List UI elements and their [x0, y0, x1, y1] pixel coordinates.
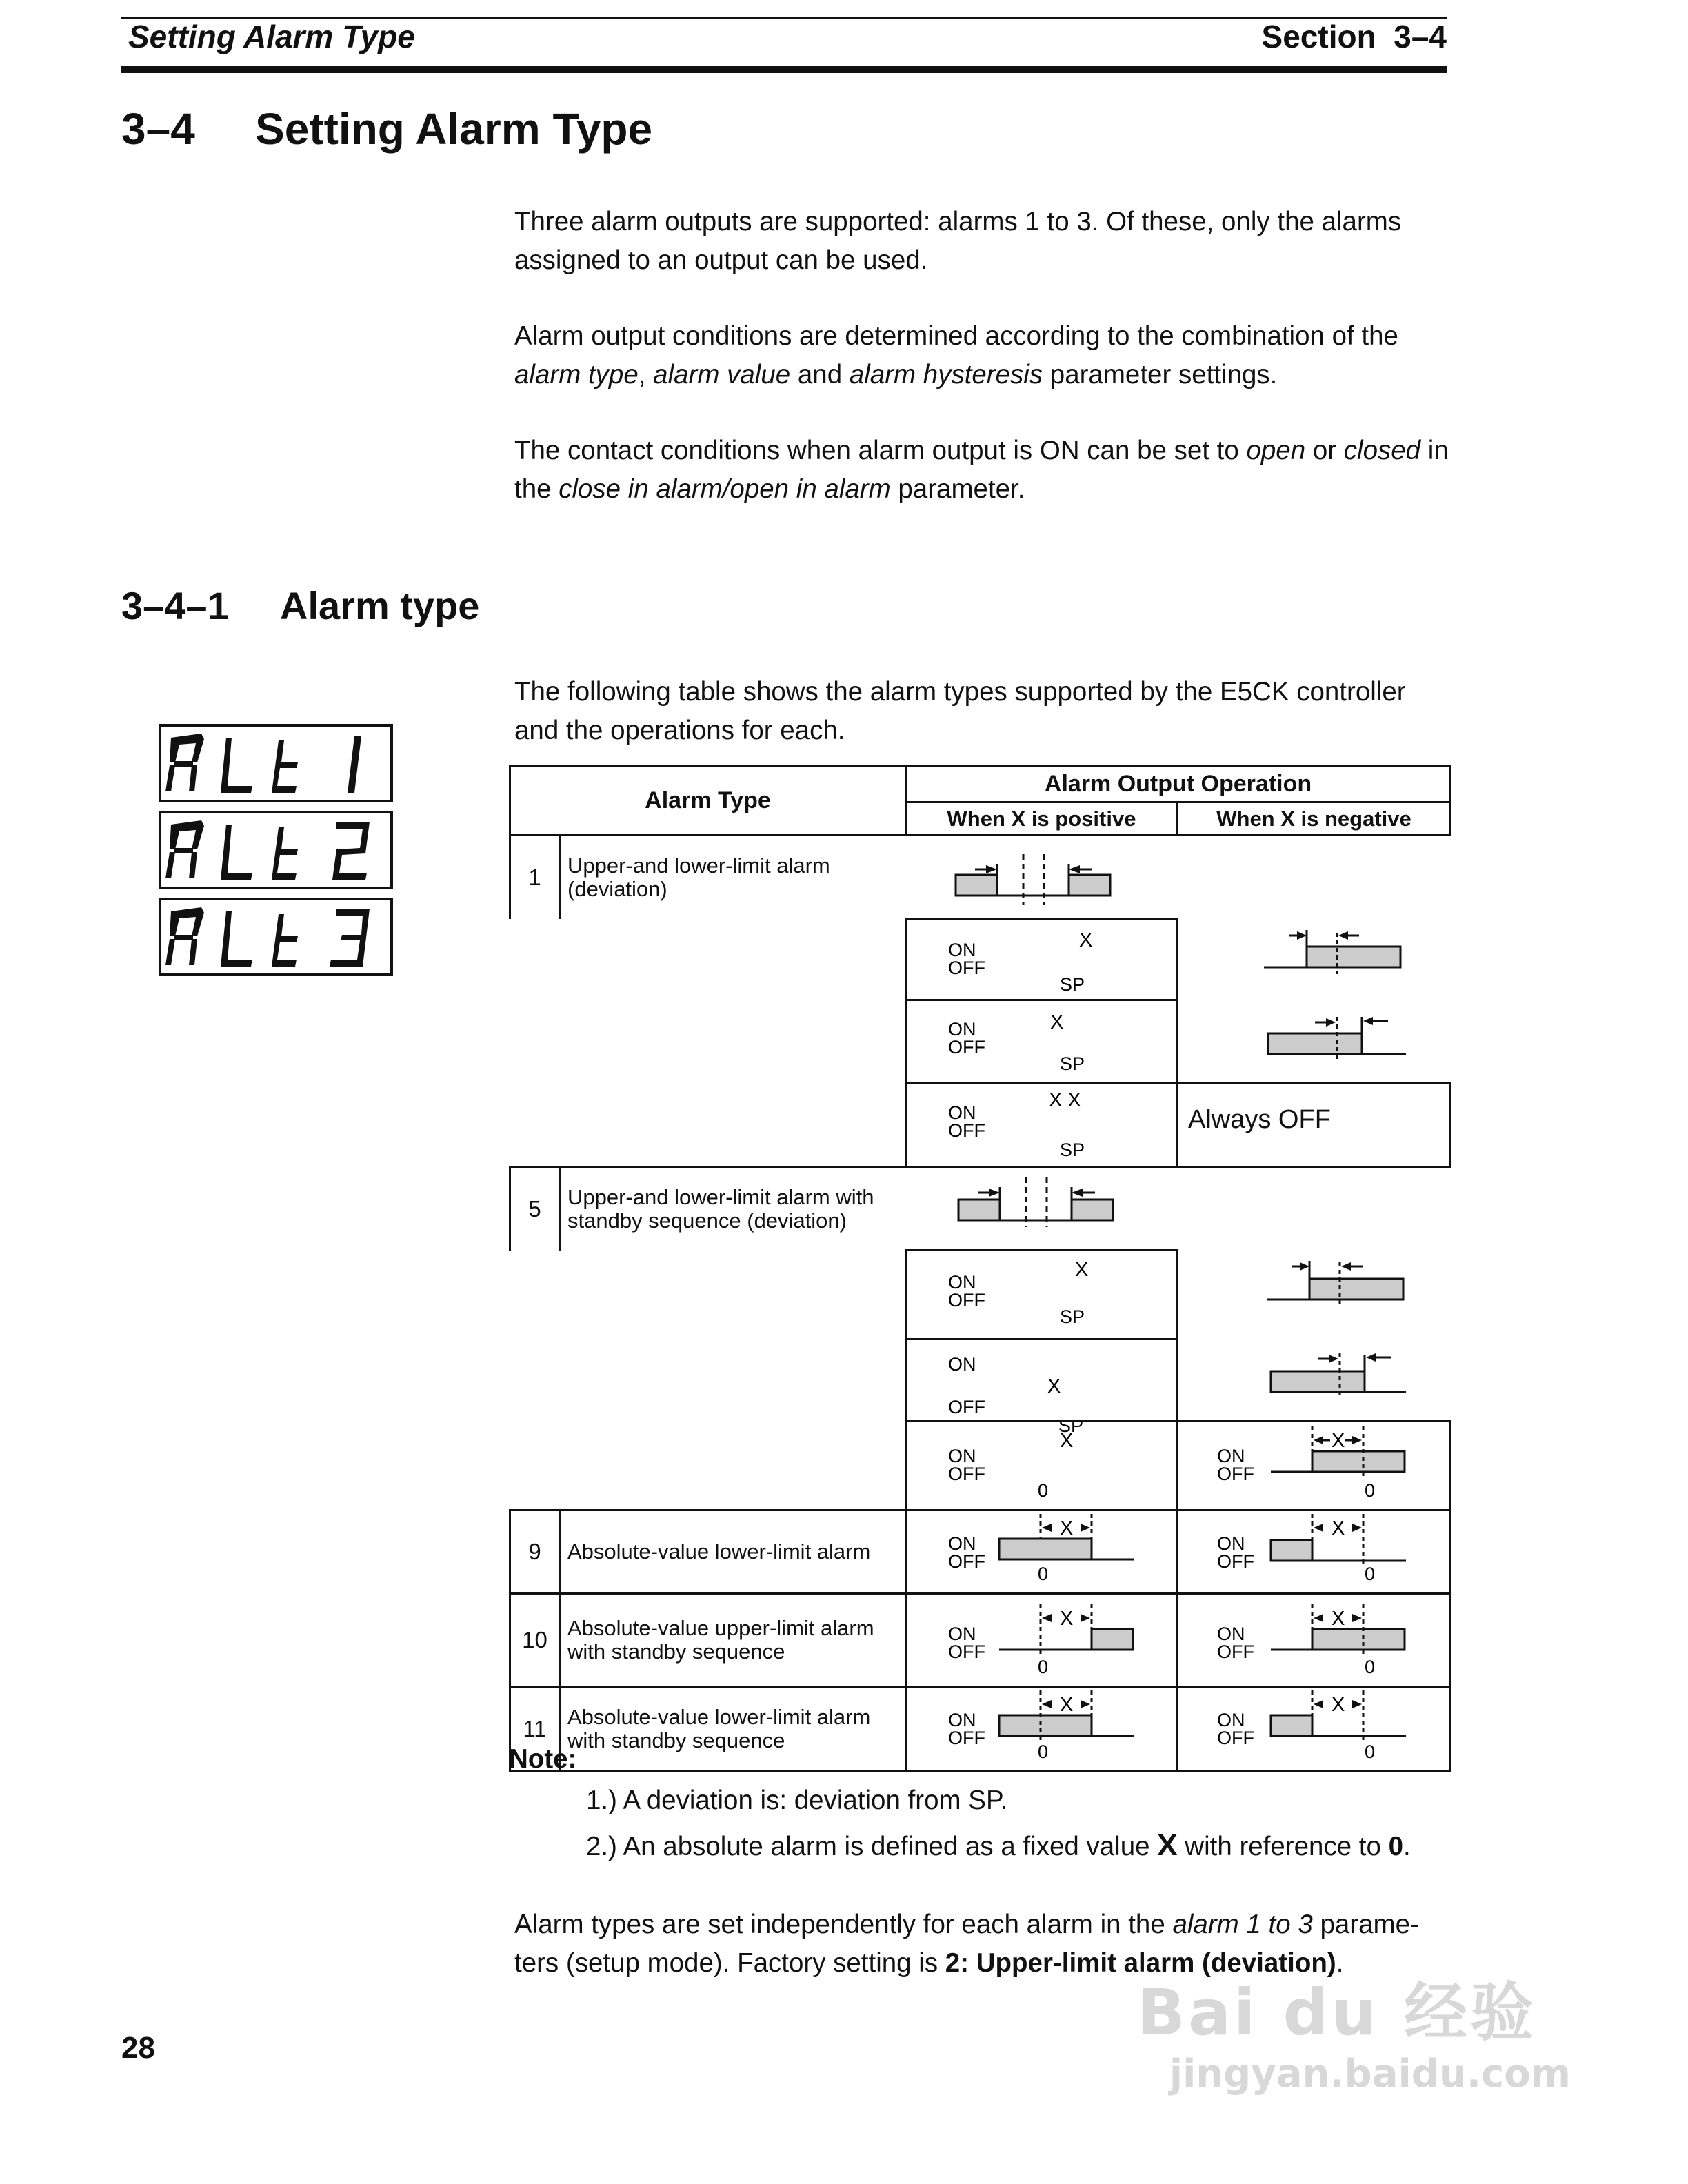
table-row — [510, 1167, 1451, 1251]
svg-text:X: X — [1332, 1517, 1345, 1539]
svg-text:0: 0 — [1038, 1657, 1049, 1677]
svg-text:0: 0 — [1365, 1657, 1376, 1677]
table-row — [510, 1510, 1451, 1594]
col-header-negative: When X is negative — [1178, 802, 1451, 836]
svg-text:ON: ON — [948, 1624, 976, 1644]
display-alt3 — [159, 898, 393, 976]
header-rule-bottom — [121, 66, 1447, 73]
svg-text:0: 0 — [1365, 1564, 1376, 1584]
svg-text:OFF: OFF — [1217, 1728, 1254, 1748]
svg-text:SP: SP — [1060, 1053, 1085, 1074]
svg-text:OFF: OFF — [948, 1120, 985, 1141]
positive-diagram — [906, 1510, 1178, 1594]
seven-seg-alt2-icon — [161, 813, 390, 887]
svg-text:ON: ON — [1217, 1446, 1245, 1466]
table-row — [510, 1000, 1451, 1084]
intro-paragraph-1: Three alarm outputs are supported: alarms 1 to 3. Of these, only the alarms assigned to an output can be used. — [514, 207, 1402, 275]
svg-text:0: 0 — [1038, 1564, 1049, 1584]
positive-diagram — [906, 1339, 1178, 1422]
svg-text:OFF: OFF — [948, 1464, 985, 1484]
svg-text:ON: ON — [1217, 1533, 1245, 1554]
svg-text:ON: ON — [948, 939, 976, 960]
display-alt2 — [159, 811, 393, 889]
svg-text:OFF: OFF — [948, 1641, 985, 1662]
negative-diagram — [1178, 1687, 1451, 1772]
svg-text:ON: ON — [948, 1272, 976, 1293]
svg-text:X: X — [1332, 1608, 1345, 1630]
col-header-positive: When X is positive — [906, 802, 1178, 836]
table-row — [510, 919, 1451, 1000]
svg-text:ON: ON — [948, 1102, 976, 1123]
svg-text:0: 0 — [1365, 1741, 1376, 1762]
table-row — [510, 1084, 1451, 1167]
svg-text:SP: SP — [1058, 1422, 1084, 1436]
svg-text:ON: ON — [948, 1446, 976, 1466]
svg-text:ON: ON — [948, 1533, 976, 1554]
intro-paragraph-2: Alarm output conditions are determined according to the combination of the alarm type, alarm value and alarm hysteresis parameter settings. — [514, 321, 1398, 390]
intro-paragraph-3: The contact conditions when alarm output is ON can be set to open or closed in the close in alarm/open in alarm parameter. — [514, 436, 1449, 504]
table-row — [510, 1594, 1451, 1687]
row-1-diagram-area — [906, 836, 1451, 919]
band-diagram-icon — [906, 1168, 1178, 1244]
band-diagram-icon — [906, 836, 1178, 912]
positive-diagram — [906, 1084, 1178, 1167]
positive-diagram — [906, 1687, 1178, 1772]
svg-text:OFF: OFF — [948, 1551, 985, 1572]
row-name: Absolute-value lower-limit alarm with standby sequence — [560, 1687, 906, 1772]
svg-text:X: X — [1332, 1430, 1345, 1452]
table-row — [510, 1687, 1451, 1772]
running-header-title: Setting Alarm Type — [128, 19, 415, 54]
svg-text:X: X — [1047, 1375, 1061, 1397]
row-name: Absolute-value lower-limit alarm — [560, 1510, 906, 1594]
table-intro: The following table shows the alarm types supported by the E5CK controller and the operations for each. — [514, 677, 1406, 745]
positive-diagram — [906, 1251, 1178, 1339]
col-header-alarm-type: Alarm Type — [510, 767, 906, 836]
seven-seg-alt3-icon — [161, 900, 390, 973]
svg-text:0: 0 — [1365, 1480, 1376, 1501]
svg-text:X: X — [1332, 1694, 1345, 1716]
negative-diagram — [1178, 1510, 1451, 1594]
svg-text:SP: SP — [1060, 1306, 1085, 1327]
svg-text:OFF: OFF — [948, 1397, 985, 1415]
section-title: 3–4 Setting Alarm Type — [121, 104, 653, 154]
always-off-text: Always OFF — [1178, 1084, 1451, 1167]
svg-text:OFF: OFF — [948, 1290, 985, 1311]
row-number: 1 — [510, 836, 560, 919]
seven-seg-alt1-icon — [161, 727, 390, 800]
svg-text:X: X — [1075, 1259, 1089, 1281]
row-5-diagram-area — [906, 1167, 1451, 1251]
positive-diagram — [906, 1000, 1178, 1084]
note-item-1: 1.) A deviation is: deviation from SP. — [586, 1786, 1008, 1815]
svg-text:X: X — [1060, 1517, 1074, 1539]
table-row — [510, 1339, 1451, 1422]
negative-diagram — [1178, 1594, 1451, 1687]
row-number: 11 — [510, 1687, 560, 1772]
note-item-2: 2.) An absolute alarm is defined as a fixed value X with reference to 0. — [586, 1828, 1411, 1862]
closing-paragraph: Alarm types are set independently for each alarm in the alarm 1 to 3 parame-ters (setup mode). Factory setting is 2: Upper-limit alarm (deviation). — [514, 1910, 1419, 1978]
svg-text:0: 0 — [1038, 1741, 1049, 1762]
svg-text:X: X — [1050, 1011, 1064, 1033]
svg-text:ON: ON — [948, 1354, 976, 1375]
row-number: 5 — [510, 1167, 560, 1251]
negative-diagram — [1178, 1251, 1451, 1339]
positive-diagram — [906, 1594, 1178, 1687]
svg-text:ON: ON — [948, 1019, 976, 1040]
display-alt1 — [159, 724, 393, 802]
note-heading: Note: — [509, 1744, 577, 1774]
svg-text:0: 0 — [1038, 1480, 1049, 1501]
svg-text:OFF: OFF — [1217, 1551, 1254, 1572]
row-name: Absolute-value upper-limit alarm with standby sequence — [560, 1594, 906, 1687]
positive-diagram — [906, 1422, 1178, 1510]
row-number: 10 — [510, 1594, 560, 1687]
svg-text:SP: SP — [1060, 1140, 1085, 1160]
svg-text:ON: ON — [1217, 1710, 1245, 1730]
svg-text:OFF: OFF — [948, 1037, 985, 1058]
negative-diagram — [1178, 919, 1451, 1000]
page-number: 28 — [121, 2031, 155, 2065]
svg-text:X: X — [1060, 1430, 1074, 1452]
watermark-url: jingyan.baidu.com — [1169, 2052, 1571, 2096]
subsection-title: 3–4–1 Alarm type — [121, 584, 480, 627]
svg-text:OFF: OFF — [1217, 1464, 1254, 1484]
negative-diagram — [1178, 1422, 1451, 1510]
svg-text:X X: X X — [1049, 1089, 1081, 1111]
svg-text:ON: ON — [1217, 1624, 1245, 1644]
positive-diagram — [906, 919, 1178, 1000]
svg-text:OFF: OFF — [1217, 1641, 1254, 1662]
svg-text:ON: ON — [948, 1710, 976, 1730]
table-row — [510, 1422, 1451, 1510]
watermark-brand: Bai du 经验 — [1136, 1976, 1536, 2050]
svg-text:X: X — [1079, 929, 1093, 951]
svg-text:X: X — [1060, 1694, 1074, 1716]
svg-text:OFF: OFF — [948, 1728, 985, 1748]
svg-text:OFF: OFF — [948, 957, 985, 978]
running-header-section: Section 3–4 — [1261, 19, 1447, 54]
svg-text:SP: SP — [1060, 973, 1085, 995]
row-name: Upper-and lower-limit alarm (deviation) — [560, 836, 906, 919]
row-number: 9 — [510, 1510, 560, 1594]
table-row — [510, 1251, 1451, 1339]
row-name: Upper-and lower-limit alarm with standby sequence (deviation) — [560, 1167, 906, 1251]
alarm-type-table — [509, 765, 1451, 1772]
table-row — [510, 836, 1451, 919]
negative-diagram — [1178, 1339, 1451, 1422]
negative-diagram — [1178, 1000, 1451, 1084]
col-header-output-operation: Alarm Output Operation — [906, 767, 1451, 802]
svg-text:X: X — [1060, 1608, 1074, 1630]
